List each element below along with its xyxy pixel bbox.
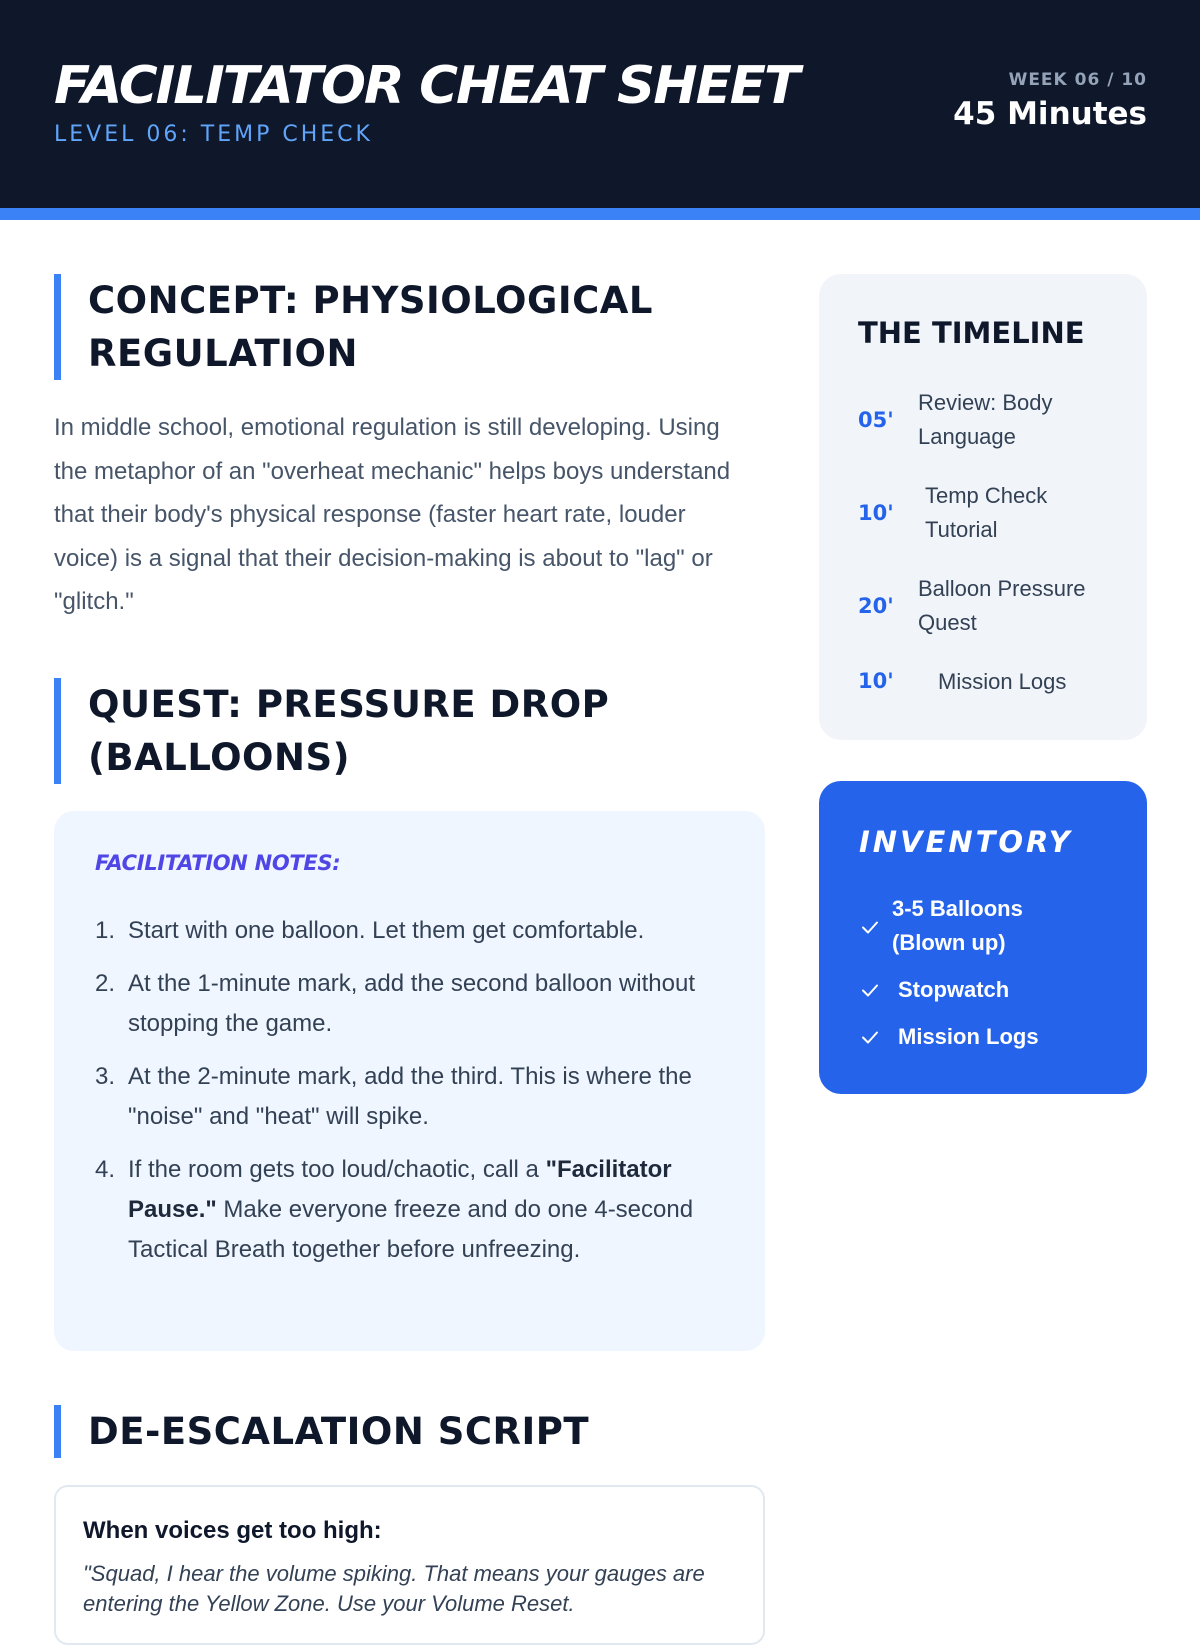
timeline-label: Balloon Pressure Quest [918, 576, 1086, 635]
week-indicator: WEEK 06 / 10 [1008, 70, 1147, 90]
list-number: 1. [95, 917, 116, 944]
concept-heading: CONCEPT: PHYSIOLOGICAL REGULATION [54, 274, 774, 380]
session-duration: 45 Minutes [953, 96, 1147, 132]
page-title: FACILITATOR CHEAT SHEET [54, 56, 799, 116]
concept-body: In middle school, emotional regulation is still developing. Using the metaphor of an "overheat mechanic" helps boys understand that their body's physical response (faster heart rate, louder voice) is a signal that their decision-making is about to "lag" or "glitch." [54, 414, 731, 615]
timeline-time: 10' [858, 501, 894, 525]
header-accent-bar [0, 208, 1200, 220]
list-text-pre: If the room gets too loud/chaotic, call a [128, 1156, 546, 1183]
level-subtitle: LEVEL 06: TEMP CHECK [54, 122, 373, 147]
check-icon [859, 1026, 881, 1048]
list-item [95, 1150, 735, 1270]
script-label: When voices get too high: [83, 1517, 382, 1544]
timeline-label: Review: Body Language [918, 390, 1053, 449]
facilitator-pause-label: "Facilitator Pause." [128, 1156, 672, 1223]
list-text: At the 2-minute mark, add the third. This is where the "noise" and "heat" will spike. [128, 1063, 692, 1130]
list-text-post: Make everyone freeze and do one 4-second Tactical Breath together before unfreezing. [128, 1196, 694, 1263]
list-item [95, 1057, 735, 1137]
inventory-label: 3-5 Balloons (Blown up) [892, 896, 1023, 955]
timeline-time: 10' [858, 669, 894, 693]
timeline-label: Mission Logs [938, 669, 1067, 694]
script-heading: DE-ESCALATION SCRIPT [54, 1405, 774, 1458]
quest-heading: QUEST: PRESSURE DROP (BALLOONS) [54, 678, 774, 784]
check-icon [859, 916, 881, 938]
list-number: 2. [95, 970, 116, 997]
facilitation-notes-title: FACILITATION NOTES: [95, 851, 341, 875]
facilitation-notes-box [54, 811, 765, 1351]
timeline-time: 05' [858, 408, 894, 432]
inventory-label: Stopwatch [898, 977, 1010, 1002]
list-item [95, 911, 735, 951]
page-header [0, 0, 1200, 208]
list-text: Start with one balloon. Let them get comfortable. [128, 917, 645, 944]
timeline-label: Temp Check Tutorial [925, 483, 1048, 542]
list-number: 3. [95, 1063, 116, 1090]
list-item [95, 964, 735, 1044]
script-card [54, 1485, 765, 1645]
timeline-card [819, 274, 1147, 740]
timeline-title: THE TIMELINE [858, 316, 1085, 350]
list-number: 4. [95, 1156, 116, 1183]
inventory-card [819, 781, 1147, 1094]
inventory-label: Mission Logs [898, 1024, 1039, 1049]
list-text [128, 1150, 735, 1270]
facilitation-notes-list [95, 911, 735, 1283]
list-text: At the 1-minute mark, add the second balloon without stopping the game. [128, 970, 695, 1037]
script-text: "Squad, I hear the volume spiking. That means your gauges are entering the Yellow Zone. Use your Volume Reset. [83, 1561, 705, 1616]
inventory-title: INVENTORY [859, 825, 1073, 859]
check-icon [859, 979, 881, 1001]
timeline-time: 20' [858, 594, 894, 618]
